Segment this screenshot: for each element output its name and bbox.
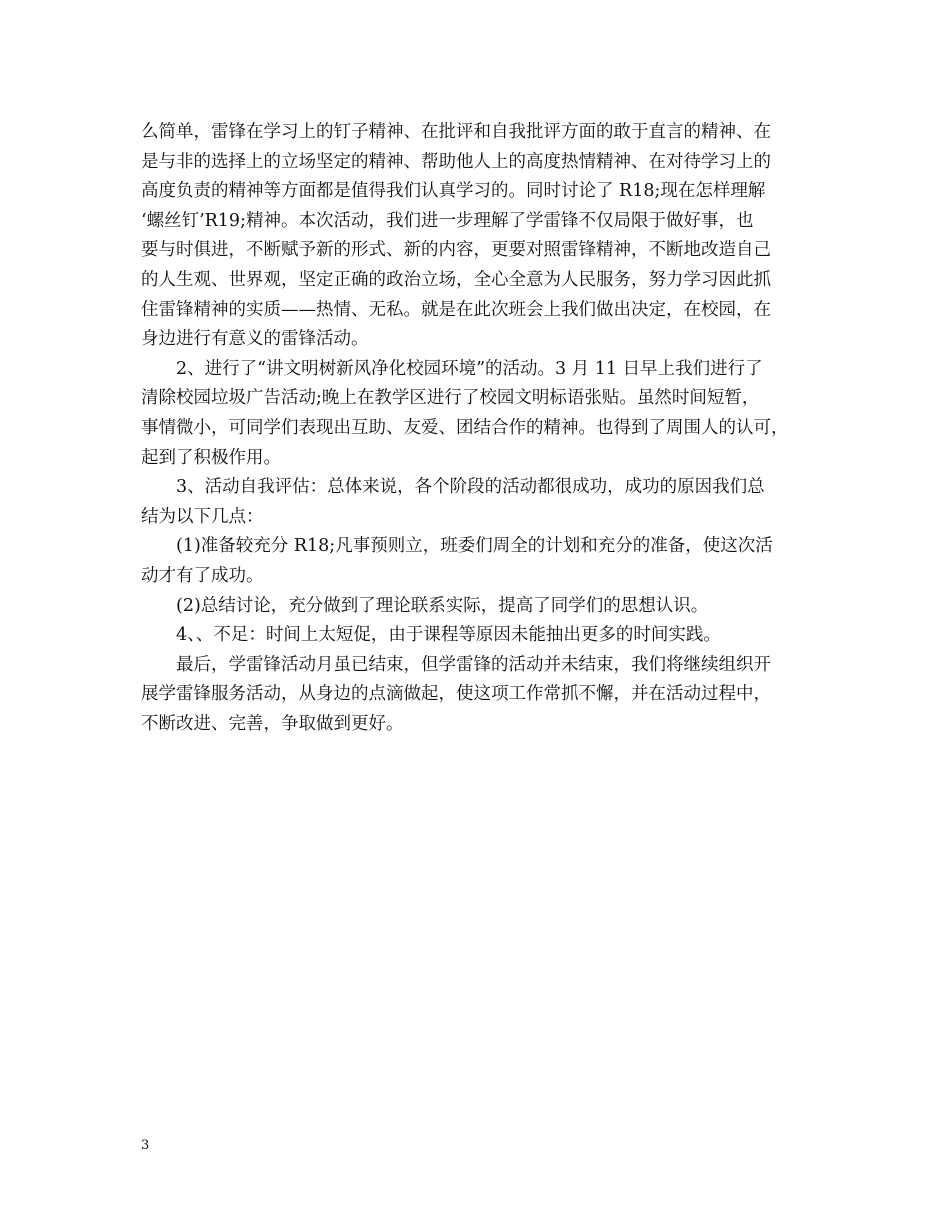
text-line: 4、、不足：时间上太短促，由于课程等原因未能抽出更多的时间实践。 <box>141 625 721 646</box>
text-line: (1)准备较充分 R18;凡事预则立，班委们周全的计划和充分的准备，使这次活 <box>141 536 773 557</box>
text-line: ‘螺丝钉’R19;精神。本次活动，我们进一步理解了学雷锋不仅局限于做好事，也 <box>141 210 754 231</box>
text-line: 么简单，雷锋在学习上的钉子精神、在批评和自我批评方面的敢于直言的精神、在 <box>141 122 771 142</box>
text-line: 高度负责的精神等方面都是值得我们认真学习的。同时讨论了 R18;现在怎样理解 <box>141 181 766 202</box>
text-line: 展学雷锋服务活动，从身边的点滴做起，使这项工作常抓不懈，并在活动过程中， <box>141 684 771 705</box>
text-line: 2、进行了“讲文明树新风净化校园环境”的活动。3 月 11 日早上我们进行了 <box>141 358 763 379</box>
text-line: 的人生观、世界观，坚定正确的政治立场，全心全意为人民服务，努力学习因此抓 <box>141 269 771 290</box>
text-line: 不断改进、完善，争取做到更好。 <box>141 713 404 734</box>
text-line: 要与时俱进，不断赋予新的形式、新的内容，更要对照雷锋精神，不断地改造自己 <box>141 240 771 261</box>
text-line: 动才有了成功。 <box>141 565 264 586</box>
text-line: 3、活动自我评估：总体来说，各个阶段的活动都很成功，成功的原因我们总 <box>141 477 765 498</box>
text-line: 事情微小，可同学们表现出互助、友爱、团结合作的精神。也得到了周围人的认可， <box>141 417 789 438</box>
text-line: 身边进行有意义的雷锋活动。 <box>141 329 369 350</box>
text-line: 结为以下几点： <box>141 506 264 527</box>
page-number: 3 <box>141 1138 150 1153</box>
text-line: 起到了积极作用。 <box>141 447 281 468</box>
text-line: 清除校园垃圾广告活动;晚上在教学区进行了校园文明标语张贴。虽然时间短暂， <box>141 388 760 409</box>
text-line: 是与非的选择上的立场坚定的精神、帮助他人上的高度热情精神、在对待学习上的 <box>141 151 771 172</box>
text-line: 最后，学雷锋活动月虽已结束，但学雷锋的活动并未结束，我们将继续组织开 <box>141 654 771 675</box>
text-line: (2)总结讨论，充分做到了理论联系实际，提高了同学们的思想认识。 <box>141 595 709 616</box>
text-line: 住雷锋精神的实质——热情、无私。就是在此次班会上我们做出决定，在校园，在 <box>141 299 771 320</box>
body-text <box>141 118 821 739</box>
